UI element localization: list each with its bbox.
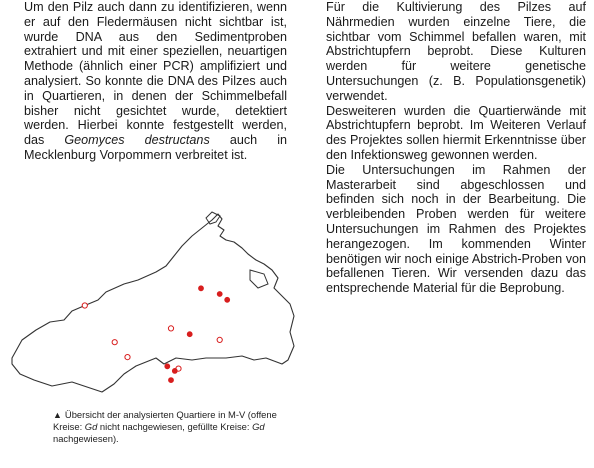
caption-gd-1: Gd: [84, 421, 98, 433]
filled-site-marker-7: [169, 378, 174, 383]
open-site-marker-4: [168, 326, 173, 331]
filled-site-marker-1: [199, 286, 204, 291]
intro-text-start: Um den Pilz auch dann zu identifizieren, wenn er auf den Fledermäusen nicht sichtbar ist, wurde DNA aus den Sedimentproben extrahiert und mit einer speziellen, neuartigen Methode (ähnlich einer PCR) amplifiziert und analysiert. So konnte die DNA des Pilzes auch in Quartieren, in denen der Schimmelbefall bisher nicht gesichtet wurde, detektiert werden. Hierbei konnte festgestellt werden, das: [24, 0, 287, 148]
filled-site-marker-3: [225, 297, 230, 302]
open-site-marker-2: [112, 340, 117, 345]
left-text-column: [24, 0, 287, 163]
cultivation-paragraph: Für die Kultivierung des Pilzes auf Nährmedien wurden einzelne Tiere, die sichtbar vom Schimmel befallen waren, mit Abstrichtupfern beprobt. Diese Kulturen werden für weitere genetische Untersuchungen (z. B. Populationsgenetik) verwendet.: [326, 0, 586, 103]
right-text-column: [326, 0, 586, 296]
intro-text-end: auch in Mecklenburg Vorpommern verbreitet ist.: [24, 133, 287, 162]
caption-gd-2: Gd: [252, 421, 265, 433]
open-site-markers: [82, 303, 222, 371]
caption-text-3: nachgewiesen).: [53, 432, 119, 444]
filled-site-marker-6: [172, 369, 177, 374]
lagoon-outline: [250, 270, 268, 288]
filled-site-markers: [165, 286, 230, 383]
site-map: [6, 208, 306, 403]
filled-site-marker-5: [165, 364, 170, 369]
species-name: Geomyces destructans: [64, 133, 210, 148]
intro-paragraph: [24, 0, 287, 163]
filled-site-marker-4: [187, 332, 192, 337]
filled-site-marker-2: [217, 292, 222, 297]
region-outline: [12, 214, 294, 392]
open-site-marker-3: [125, 355, 130, 360]
caption-text-1: Übersicht der analysierten Quartiere in M-V (offene Kreise:: [53, 409, 277, 433]
status-paragraph: Die Untersuchungen im Rahmen der Masterarbeit sind abgeschlossen und befinden sich noch in der Bearbeitung. Die verbleibenden Proben werden für weitere Untersuchungen im Rahmen des Projektes herangezogen. Im kommenden Winter benötigen wir noch einige Abstrich-Proben von befallenen Tieren. Wir versenden dazu das entsprechende Material für die Beprobung.: [326, 162, 586, 296]
open-site-marker-1: [82, 303, 87, 308]
open-site-marker-6: [217, 337, 222, 342]
swab-paragraph: Desweiteren wurden die Quartierwände mit Abstrichtupfern beprobt. Im Weiteren Verlauf des Projektes sollen hiermit Erkenntnisse über den Infektionsweg gewonnen werden.: [326, 103, 586, 162]
triangle-marker-icon: ▲: [53, 410, 62, 420]
map-caption: [53, 409, 293, 444]
caption-text-2: nicht nachgewiesen, gefüllte Kreise:: [97, 421, 253, 433]
